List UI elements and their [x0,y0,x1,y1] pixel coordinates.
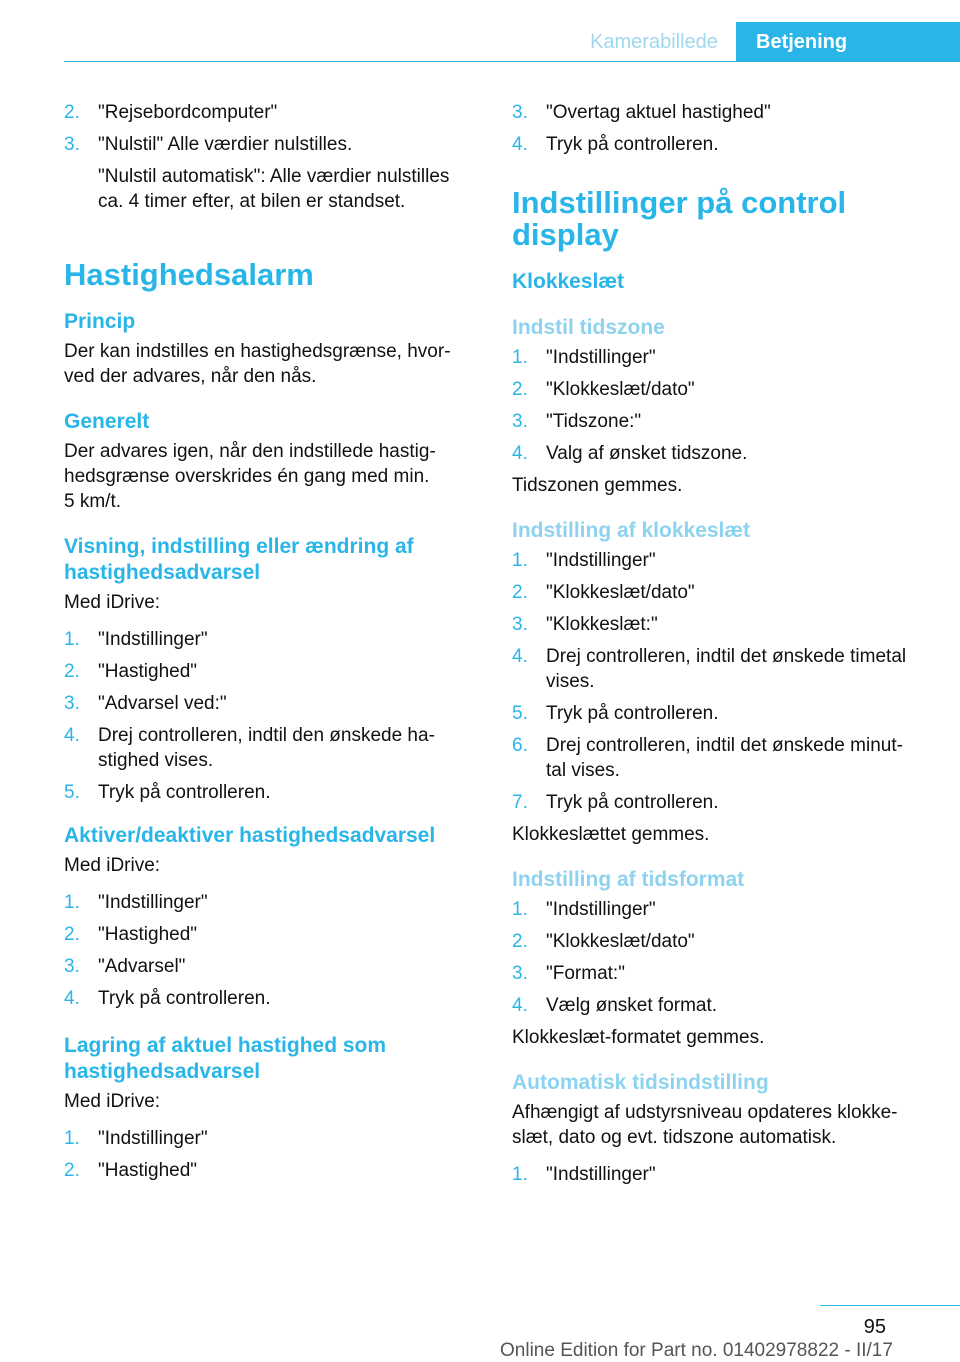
step-number: 3. [512,614,528,635]
header-rule [64,61,736,62]
list-item [512,993,932,1018]
page-header [0,0,960,62]
step-number: 4. [64,725,80,746]
activate-heading: Aktiver/deaktiver hastighedsadvarsel [64,824,436,847]
list-item [512,790,932,815]
step-text: "Hastighed" [98,1160,198,1181]
general-text [64,439,476,514]
step-number: 1. [64,892,80,913]
step-text: Valg af ønsket tidszone. [546,443,748,464]
idrive-label: Med iDrive: [64,1091,161,1112]
text-line: Drej controlleren, indtil det ønskede minut- [546,735,903,756]
list-item [64,100,476,125]
step-number: 6. [512,735,528,756]
step-text [546,644,932,694]
step-text: "Indstillinger" [546,550,656,571]
list-item [512,1162,932,1187]
list-item [64,780,476,805]
note-line: ca. 4 timer efter, at bilen er standset. [98,191,406,212]
step-text: "Klokkeslæt/dato" [546,931,695,952]
list-item [64,723,476,773]
step-text [546,733,932,783]
text-line: Afhængigt af udstyrsniveau opdateres klokke- [512,1102,898,1123]
step-text: "Advarsel" [98,956,186,977]
idrive-label: Med iDrive: [64,592,161,613]
section-title [512,187,932,251]
list-item [512,132,932,157]
list-item [64,986,476,1011]
timezone-heading: Indstil tidszone [512,316,665,339]
step-number: 1. [64,629,80,650]
heading-line: Visning, indstilling eller ændring af [64,535,414,558]
list-item [512,548,932,573]
step-text: "Tidszone:" [546,411,642,432]
step-number: 4. [512,995,528,1016]
text-line: vises. [546,671,595,692]
step-number: 1. [512,899,528,920]
list-item [64,659,476,684]
text-line: Der kan indstilles en hastighedsgrænse, hvor- [64,341,451,362]
clock-heading: Klokkeslæt [512,270,625,293]
step-text: Tryk på controlleren. [98,988,271,1009]
display-setting-heading [64,534,476,586]
footer-rule [820,1305,960,1306]
section-tab: Kamerabillede [590,31,718,53]
page-number: 95 [863,1316,886,1338]
principle-heading: Princip [64,310,136,333]
auto-reset-note [64,164,476,214]
step-number: 2. [512,379,528,400]
step-number: 1. [512,1164,528,1185]
list-item [64,691,476,716]
timezone-saved: Tidszonen gemmes. [512,475,683,496]
step-number: 4. [64,988,80,1009]
step-text: "Overtag aktuel hastighed" [546,102,771,123]
step-number: 5. [512,703,528,724]
step-number: 3. [512,411,528,432]
step-number: 1. [512,550,528,571]
step-text [98,723,476,773]
step-text: "Indstillinger" [98,1128,208,1149]
step-number: 1. [64,1128,80,1149]
format-heading: Indstilling af tidsformat [512,868,745,891]
step-text: "Klokkeslæt/dato" [546,582,695,603]
list-item [512,929,932,954]
list-item [512,441,932,466]
step-text: "Nulstil" Alle værdier nulstilles. [98,134,353,155]
step-number: 3. [64,134,80,155]
step-text: "Hastighed" [98,924,198,945]
text-line: 5 km/t. [64,491,122,512]
list-item [512,100,932,125]
list-item [64,1126,476,1151]
text-line: Der advares igen, når den indstillede hastig- [64,441,436,462]
step-text: Vælg ønsket format. [546,995,718,1016]
section-title: Hastighedsalarm [64,257,314,292]
step-text: "Klokkeslæt/dato" [546,379,695,400]
text-line: ved der advares, når den nås. [64,366,317,387]
step-number: 3. [64,693,80,714]
general-heading: Generelt [64,410,150,433]
step-number: 2. [64,661,80,682]
step-number: 3. [512,963,528,984]
step-text: "Hastighed" [98,661,198,682]
step-number: 2. [64,1160,80,1181]
list-item [512,961,932,986]
principle-text [64,339,476,389]
format-saved: Klokkeslæt-formatet gemmes. [512,1027,765,1048]
auto-time-text [512,1100,932,1150]
text-line: slæt, dato og evt. tidszone automatisk. [512,1127,837,1148]
list-item [64,922,476,947]
step-number: 2. [512,582,528,603]
step-text: "Indstillinger" [546,347,656,368]
text-line: Drej controlleren, indtil den ønskede ha- [98,725,435,746]
step-text: "Indstillinger" [546,1164,656,1185]
title-line: Indstillinger på control [512,185,847,220]
list-item [512,612,932,637]
step-number: 7. [512,792,528,813]
step-text: "Rejsebordcomputer" [98,102,278,123]
step-number: 2. [64,924,80,945]
step-text: Tryk på controlleren. [546,792,719,813]
list-item [512,409,932,434]
list-item [512,644,932,694]
step-text: Tryk på controlleren. [546,134,719,155]
list-item [512,377,932,402]
text-line: hedsgrænse overskrides én gang med min. [64,466,430,487]
step-number: 3. [64,956,80,977]
title-line: display [512,217,619,252]
edition-footer: Online Edition for Part no. 01402978822 - II/17 [500,1340,893,1361]
step-text: Tryk på controlleren. [98,782,271,803]
step-number: 2. [64,102,80,123]
step-number: 4. [512,443,528,464]
list-item [512,345,932,370]
step-number: 5. [64,782,80,803]
step-text: "Indstillinger" [98,629,208,650]
step-text: Tryk på controlleren. [546,703,719,724]
note-line: "Nulstil automatisk": Alle værdier nulstilles [98,166,450,187]
right-column [512,100,932,1194]
left-column [64,100,476,1190]
step-number: 1. [512,347,528,368]
idrive-label: Med iDrive: [64,855,161,876]
step-number: 2. [512,931,528,952]
step-number: 3. [512,102,528,123]
list-item [512,897,932,922]
list-item [512,701,932,726]
step-text: "Indstillinger" [98,892,208,913]
auto-time-heading: Automatisk tidsindstilling [512,1071,769,1094]
clock-saved: Klokkeslættet gemmes. [512,824,710,845]
step-text: "Klokkeslæt:" [546,614,658,635]
list-item [64,1158,476,1183]
step-text: "Advarsel ved:" [98,693,227,714]
heading-line: hastighedsadvarsel [64,1060,261,1083]
save-speed-heading [64,1033,476,1085]
text-line: Drej controlleren, indtil det ønskede timetal [546,646,907,667]
step-number: 4. [512,134,528,155]
clock-setting-heading: Indstilling af klokkeslæt [512,519,751,542]
step-number: 4. [512,646,528,667]
heading-line: hastighedsadvarsel [64,561,261,584]
list-item [64,890,476,915]
text-line: tal vises. [546,760,620,781]
chapter-tab: Betjening [736,22,960,62]
heading-line: Lagring af aktuel hastighed som [64,1034,387,1057]
list-item [512,733,932,783]
text-line: stighed vises. [98,750,214,771]
step-text: "Indstillinger" [546,899,656,920]
list-item [64,627,476,652]
step-text: "Format:" [546,963,625,984]
list-item [64,132,476,157]
list-item [512,580,932,605]
list-item [64,954,476,979]
